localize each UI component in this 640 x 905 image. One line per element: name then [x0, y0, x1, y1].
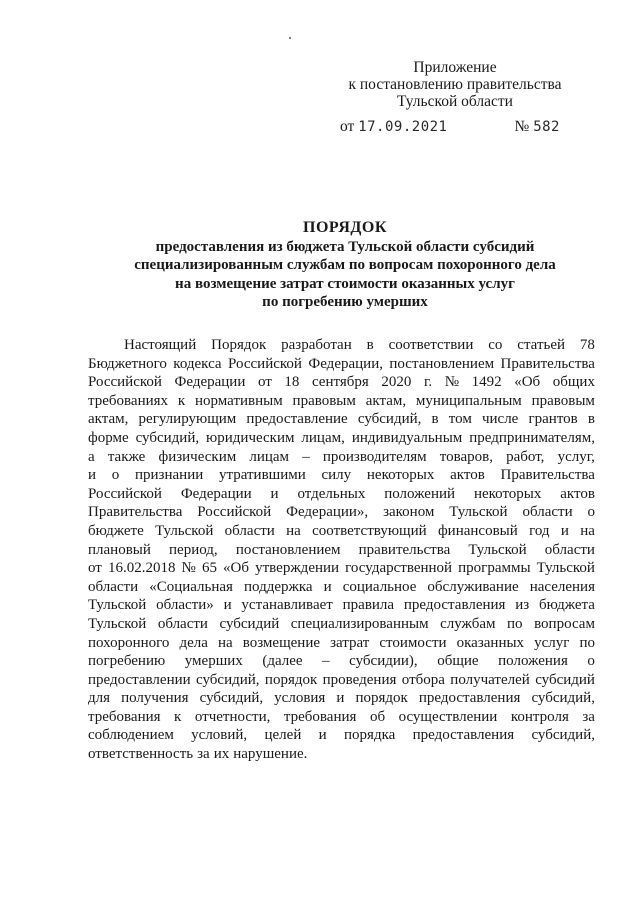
body-word: Правительства — [500, 467, 595, 484]
body-word: разработан — [281, 337, 352, 353]
body-word: области — [157, 615, 208, 632]
body-line — [88, 485, 595, 504]
body-word: субсидий, — [199, 690, 264, 707]
body-word: индивидуальным — [351, 429, 463, 446]
body-word: предоставления — [418, 690, 521, 707]
body-word: признании — [135, 467, 204, 484]
body-word: ответственность — [88, 746, 194, 763]
body-word: погребению — [88, 653, 166, 670]
body-word: услуг — [534, 634, 570, 651]
body-line — [88, 541, 595, 560]
body-word: требования — [283, 708, 357, 725]
body-word: юридическим — [206, 429, 295, 446]
body-word: кодекса — [173, 355, 222, 372]
body-word: бюджете — [88, 522, 144, 539]
body-word: субсидий, — [531, 690, 595, 707]
number-value: 582 — [533, 119, 560, 135]
body-line — [88, 652, 595, 671]
body-word: Российской — [197, 504, 272, 521]
body-word: статьей — [517, 337, 566, 353]
body-word: за — [582, 708, 595, 725]
body-word: Правительства — [500, 355, 595, 372]
body-word: «Социальная — [149, 578, 233, 595]
body-word: производителям — [322, 448, 427, 465]
body-word: получателей — [450, 671, 530, 688]
appendix-line: Тульской области — [397, 93, 513, 110]
body-word: правовым — [292, 392, 356, 409]
body-word: законом — [383, 504, 435, 521]
date-field — [340, 118, 448, 136]
body-line — [88, 745, 595, 764]
body-word: общие — [437, 653, 479, 670]
body-word: отчетности, — [194, 708, 271, 725]
body-word: предоставлении — [88, 671, 191, 688]
body-word: стоимости — [379, 634, 447, 651]
body-word: физическим — [158, 448, 237, 465]
body-word: финансовый — [437, 522, 518, 539]
date-value: 17.09.2021 — [358, 119, 448, 135]
number-field — [515, 118, 560, 136]
body-word: некоторых — [366, 467, 435, 484]
body-word: актов — [450, 467, 485, 484]
body-word: Тульской — [536, 560, 595, 577]
body-word: отдельных — [297, 485, 366, 502]
body-word: по — [507, 615, 523, 632]
body-word: требованиях — [88, 392, 169, 409]
body-word: проведения — [322, 671, 397, 688]
body-word: силу — [321, 467, 352, 484]
body-line — [88, 466, 595, 485]
body-word: области — [544, 541, 595, 558]
body-word: осуществлении — [398, 708, 498, 725]
body-paragraph — [88, 336, 595, 764]
body-word: Федерации», — [286, 504, 369, 521]
body-word: соответствии — [388, 337, 474, 353]
body-word: области — [88, 578, 139, 595]
body-word: постановлением — [235, 541, 341, 558]
document-subtitle-line: на возмещение затрат стоимости оказанных услуг — [175, 275, 515, 292]
body-word: сентября — [311, 374, 369, 391]
body-word: и — [223, 597, 232, 614]
body-word: к — [177, 392, 186, 409]
body-line — [88, 708, 595, 727]
body-word: требования — [88, 708, 161, 725]
body-word: г. — [423, 374, 433, 391]
document-subtitle-line: специализированным службам по вопросам похоронного дела — [134, 257, 556, 274]
body-word: № — [444, 374, 460, 391]
appendix-line: Приложение — [413, 59, 497, 76]
body-word: соответствующий — [312, 522, 427, 539]
body-word: лицам — [249, 448, 290, 465]
appendix-block — [340, 59, 570, 110]
body-line — [88, 355, 595, 374]
body-word: о — [587, 504, 595, 521]
body-word: области — [522, 504, 573, 521]
body-word: также — [107, 448, 146, 465]
body-word: услуг, — [557, 448, 595, 465]
body-word: актам, — [365, 392, 407, 409]
body-word: со — [488, 337, 503, 353]
body-word: Федерации — [180, 485, 252, 502]
body-line — [88, 410, 595, 429]
body-word: и — [323, 578, 332, 595]
body-word: субсидий, — [531, 727, 595, 744]
document-heading — [80, 219, 610, 312]
body-word: 1492 — [471, 374, 502, 391]
body-word: товаров, — [439, 448, 493, 465]
body-word: устанавливает — [241, 597, 333, 614]
body-word: о — [111, 467, 120, 484]
body-word: нормативным — [194, 392, 283, 409]
body-word: и — [318, 727, 327, 744]
body-word: условия — [274, 690, 326, 707]
body-line — [88, 559, 595, 578]
body-line — [88, 503, 595, 522]
body-line — [88, 634, 595, 653]
body-word: утратившими — [218, 467, 306, 484]
body-word: умерших — [184, 653, 243, 670]
appendix-line: к постановлению правительства — [348, 76, 562, 93]
body-word: положения — [498, 653, 568, 670]
body-word: Российской — [88, 374, 162, 391]
body-word: «Об — [514, 374, 541, 391]
number-prefix: № — [514, 118, 530, 135]
body-word: порядка — [344, 727, 396, 744]
body-line — [88, 336, 595, 355]
body-word: на — [286, 522, 301, 539]
body-word: целей — [264, 727, 302, 744]
body-word: правовым — [531, 392, 595, 409]
body-word: обслуживание — [427, 578, 519, 595]
body-word: предоставления — [412, 727, 515, 744]
body-word: и — [336, 690, 345, 707]
body-word: в — [431, 411, 439, 428]
body-word: субсидий — [535, 671, 595, 688]
body-line — [88, 615, 595, 634]
body-word: на — [580, 522, 595, 539]
body-word: актов — [560, 485, 595, 502]
body-line — [88, 429, 595, 448]
body-word: субсидии), — [349, 653, 418, 670]
body-word: дела — [179, 634, 208, 651]
body-word: и — [560, 522, 569, 539]
body-word: Настоящий — [124, 337, 197, 353]
document-subtitle-line: по погребению умерших — [262, 294, 428, 311]
body-word: нарушение. — [233, 746, 308, 763]
body-word: и — [270, 485, 279, 502]
body-word: оказанных — [456, 634, 525, 651]
body-word: за — [197, 746, 210, 763]
body-word: государственной — [345, 560, 453, 577]
body-word: 16.02.2018 — [107, 560, 176, 577]
body-word: контроля — [510, 708, 569, 725]
body-word: актам, — [88, 411, 129, 428]
body-word: похоронного — [88, 634, 170, 651]
body-word: соблюдением — [88, 727, 174, 744]
body-word: их — [213, 746, 230, 763]
body-word: субсидий — [219, 615, 280, 632]
body-word: а — [88, 448, 95, 465]
body-word: Бюджетного — [88, 355, 167, 372]
body-word: о — [587, 653, 595, 670]
body-word: год — [529, 522, 550, 539]
body-word: области» — [156, 597, 214, 614]
document-title: ПОРЯДОК — [303, 219, 387, 236]
body-word: Тульской — [88, 615, 147, 632]
body-word: регулирующим — [138, 411, 237, 428]
body-word: положений — [384, 485, 456, 502]
body-word: Правительства — [88, 504, 183, 521]
body-word: порядок — [264, 671, 318, 688]
body-word: предоставления — [403, 597, 506, 614]
body-word: в — [587, 411, 595, 428]
body-word: по — [579, 634, 595, 651]
body-word: муниципальным — [415, 392, 522, 409]
scan-speck — [289, 37, 291, 39]
body-word: Порядок — [211, 337, 267, 353]
body-word: социальное — [342, 578, 417, 595]
body-word: период, — [169, 541, 218, 558]
body-line — [88, 726, 595, 745]
body-word: получения — [121, 690, 189, 707]
body-word: Российской — [228, 355, 302, 372]
body-word: том — [448, 411, 472, 428]
body-word: плановый — [88, 541, 151, 558]
body-word: – — [302, 448, 310, 465]
body-word: Тульской — [155, 522, 214, 539]
body-word: и — [88, 467, 97, 484]
body-word: субсидий, — [135, 429, 200, 446]
body-word: затрат — [330, 634, 370, 651]
body-word: возмещение — [242, 634, 320, 651]
body-word: грантов — [528, 411, 578, 428]
dateline — [340, 118, 560, 138]
body-word: отбора — [401, 671, 445, 688]
body-word: к — [174, 708, 182, 725]
body-line — [88, 448, 595, 467]
body-word: от — [257, 374, 272, 391]
body-word: некоторых — [473, 485, 542, 502]
body-line — [88, 689, 595, 708]
body-word: субсидий, — [196, 671, 260, 688]
body-word: 2020 — [381, 374, 412, 391]
body-line — [88, 392, 595, 411]
body-word: вопросам — [534, 615, 595, 632]
body-line — [88, 578, 595, 597]
body-word: 78 — [579, 337, 595, 353]
body-word: поддержка — [243, 578, 313, 595]
body-word: № — [181, 560, 196, 577]
body-word: утверждении — [255, 560, 340, 577]
body-word: службам — [440, 615, 496, 632]
body-word: форме — [88, 429, 129, 446]
body-word: области — [224, 522, 275, 539]
body-line — [88, 522, 595, 541]
body-word: в — [366, 337, 374, 353]
body-word: субсидий, — [357, 411, 422, 428]
body-word: на — [217, 634, 233, 651]
body-word: 65 — [201, 560, 217, 577]
body-word: об — [369, 708, 386, 725]
body-word: 18 — [284, 374, 300, 391]
body-word: Тульской — [88, 597, 147, 614]
body-word: условий, — [191, 727, 248, 744]
body-word: Федерации, — [308, 355, 383, 372]
body-word: Тульской — [449, 504, 508, 521]
body-word: предпринимателям, — [469, 429, 595, 446]
document-subtitle-line: предоставления из бюджета Тульской области субсидий — [155, 238, 535, 255]
body-word: Российской — [88, 485, 162, 502]
body-word: от — [88, 560, 102, 577]
body-word: Тульской — [468, 541, 527, 558]
body-word: – — [322, 653, 330, 670]
body-word: правительства — [358, 541, 451, 558]
body-word: специализированным — [290, 615, 429, 632]
body-word: для — [88, 690, 111, 707]
date-prefix: от — [340, 118, 355, 135]
body-word: (далее — [262, 653, 303, 670]
body-line — [88, 671, 595, 690]
body-word: населения — [529, 578, 595, 595]
body-word: числе — [481, 411, 519, 428]
body-word: правила — [342, 597, 395, 614]
body-word: порядок — [355, 690, 408, 707]
body-word: «Об — [223, 560, 250, 577]
body-word: бюджета — [539, 597, 595, 614]
body-line — [88, 596, 595, 615]
body-word: предоставление — [246, 411, 348, 428]
body-word: Федерации — [174, 374, 246, 391]
body-word: постановлением — [389, 355, 495, 372]
body-word: лицам, — [301, 429, 345, 446]
body-word: работ, — [506, 448, 545, 465]
body-word: программы — [458, 560, 531, 577]
body-word: из — [515, 597, 530, 614]
body-word: общих — [552, 374, 595, 391]
body-line — [88, 373, 595, 392]
